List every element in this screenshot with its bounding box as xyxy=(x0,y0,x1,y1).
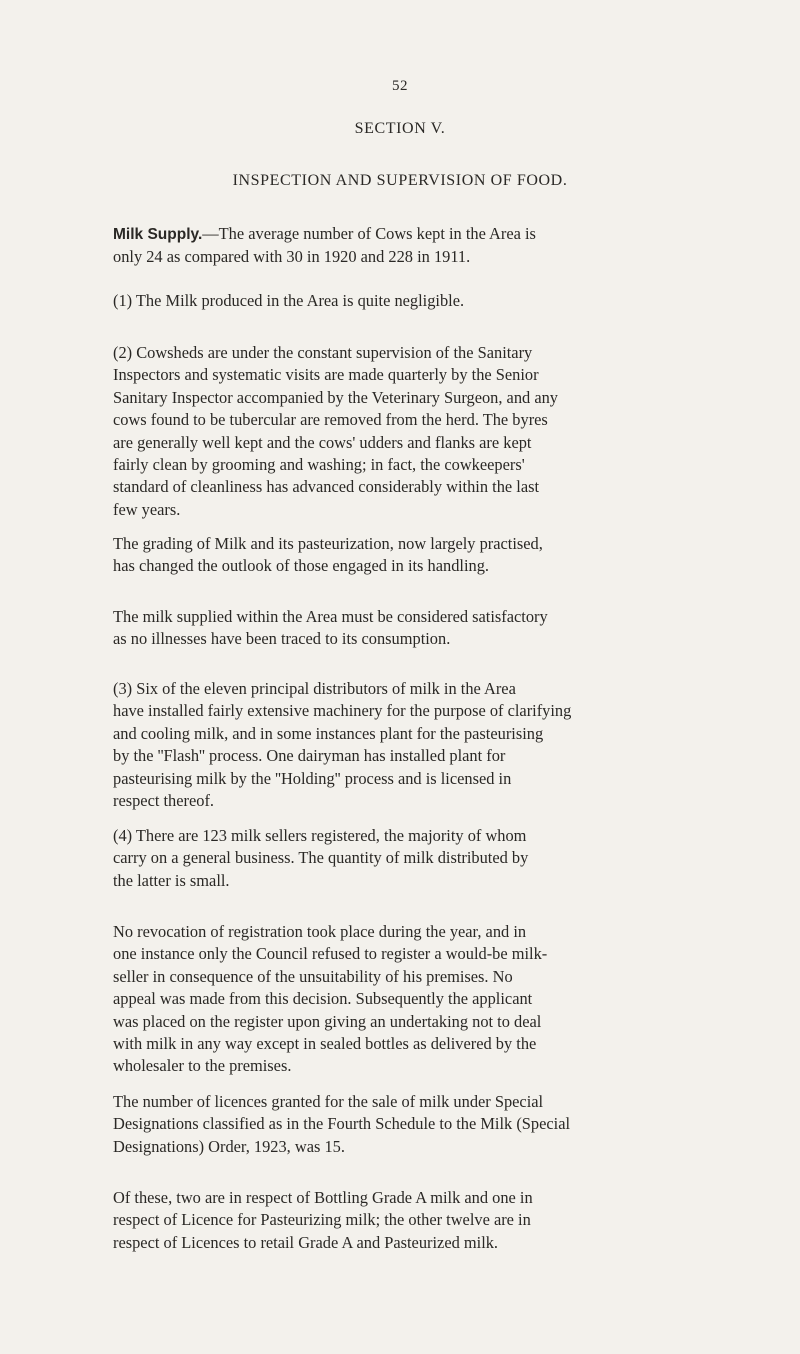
milk-supply-paragraph xyxy=(113,223,703,269)
paragraph-line: standard of cleanliness has advanced considerably within the last xyxy=(113,477,540,497)
page-heading: INSPECTION AND SUPERVISION OF FOOD. xyxy=(232,172,568,189)
paragraph-line: have installed fairly extensive machinery for the purpose of clarifying xyxy=(113,701,572,721)
paragraph-6 xyxy=(113,825,703,892)
paragraph-line: respect of Licence for Pasteurizing milk; the other twelve are in xyxy=(113,1210,531,1230)
paragraph-line: (2) Cowsheds are under the constant supervision of the Sanitary xyxy=(113,343,533,362)
paragraph-2 xyxy=(113,342,703,521)
paragraph-8 xyxy=(113,1091,703,1158)
paragraph-line: by the ''Flash'' process. One dairyman has installed plant for xyxy=(113,746,506,766)
section-title: SECTION V. xyxy=(354,120,446,137)
paragraph-line: seller in consequence of the unsuitability of his premises. No xyxy=(113,966,513,986)
paragraph-line: and cooling milk, and in some instances plant for the pasteurising xyxy=(113,723,544,743)
paragraph-line: Sanitary Inspector accompanied by the Veterinary Surgeon, and any xyxy=(113,387,558,407)
paragraph-line: few years. xyxy=(113,499,181,519)
paragraph-line: Of these, two are in respect of Bottling Grade A milk and one in xyxy=(113,1188,533,1207)
paragraph-9 xyxy=(113,1187,703,1254)
paragraph-line: only 24 as compared with 30 in 1920 and 228 in 1911. xyxy=(113,247,471,267)
paragraph-line xyxy=(113,223,703,246)
paragraph-line: Designations classified as in the Fourth Schedule to the Milk (Special xyxy=(113,1114,571,1134)
paragraph-line: was placed on the register upon giving an undertaking not to deal xyxy=(113,1011,542,1031)
paragraph-5 xyxy=(113,678,703,812)
line-text: —The average number of Cows kept in the Area is xyxy=(202,224,536,243)
paragraph-4 xyxy=(113,606,703,651)
paragraph-line: Inspectors and systematic visits are made quarterly by the Senior xyxy=(113,365,539,385)
paragraph-line: (1) The Milk produced in the Area is quite negligible. xyxy=(113,291,465,310)
paragraph-line: (4) There are 123 milk sellers registered, the majority of whom xyxy=(113,826,527,845)
paragraph-line: has changed the outlook of those engaged in its handling. xyxy=(113,556,489,576)
milk-supply-lead: Milk Supply. xyxy=(113,226,203,243)
paragraph-line: The number of licences granted for the sale of milk under Special xyxy=(113,1092,544,1111)
paragraph-line: appeal was made from this decision. Subsequently the applicant xyxy=(113,989,533,1009)
paragraph-line: No revocation of registration took place during the year, and in xyxy=(113,922,527,941)
paragraph-line: respect thereof. xyxy=(113,791,215,811)
paragraph-line: carry on a general business. The quantity of milk distributed by xyxy=(113,848,529,868)
paragraph-line: pasteurising milk by the ''Holding'' process and is licensed in xyxy=(113,768,512,788)
paragraph-line: with milk in any way except in sealed bottles as delivered by the xyxy=(113,1034,537,1054)
paragraph-line: (3) Six of the eleven principal distributors of milk in the Area xyxy=(113,679,516,698)
paragraph-line: are generally well kept and the cows' udders and flanks are kept xyxy=(113,432,532,452)
paragraph-line: the latter is small. xyxy=(113,870,230,890)
paragraph-line: one instance only the Council refused to register a would-be milk- xyxy=(113,944,548,964)
paragraph-line: The grading of Milk and its pasteurization, now largely practised, xyxy=(113,534,543,553)
page-number: 52 xyxy=(392,78,408,94)
paragraph-line: respect of Licences to retail Grade A and Pasteurized milk. xyxy=(113,1232,499,1252)
paragraph-line: wholesaler to the premises. xyxy=(113,1056,292,1076)
paragraph-1 xyxy=(113,290,703,312)
paragraph-line: as no illnesses have been traced to its consumption. xyxy=(113,629,451,649)
paragraph-line: cows found to be tubercular are removed from the herd. The byres xyxy=(113,410,548,430)
paragraph-7 xyxy=(113,921,703,1078)
paragraph-3 xyxy=(113,533,703,578)
paragraph-line: fairly clean by grooming and washing; in fact, the cowkeepers' xyxy=(113,455,525,475)
paragraph-line: The milk supplied within the Area must be considered satisfactory xyxy=(113,607,548,626)
paragraph-line: Designations) Order, 1923, was 15. xyxy=(113,1136,345,1156)
